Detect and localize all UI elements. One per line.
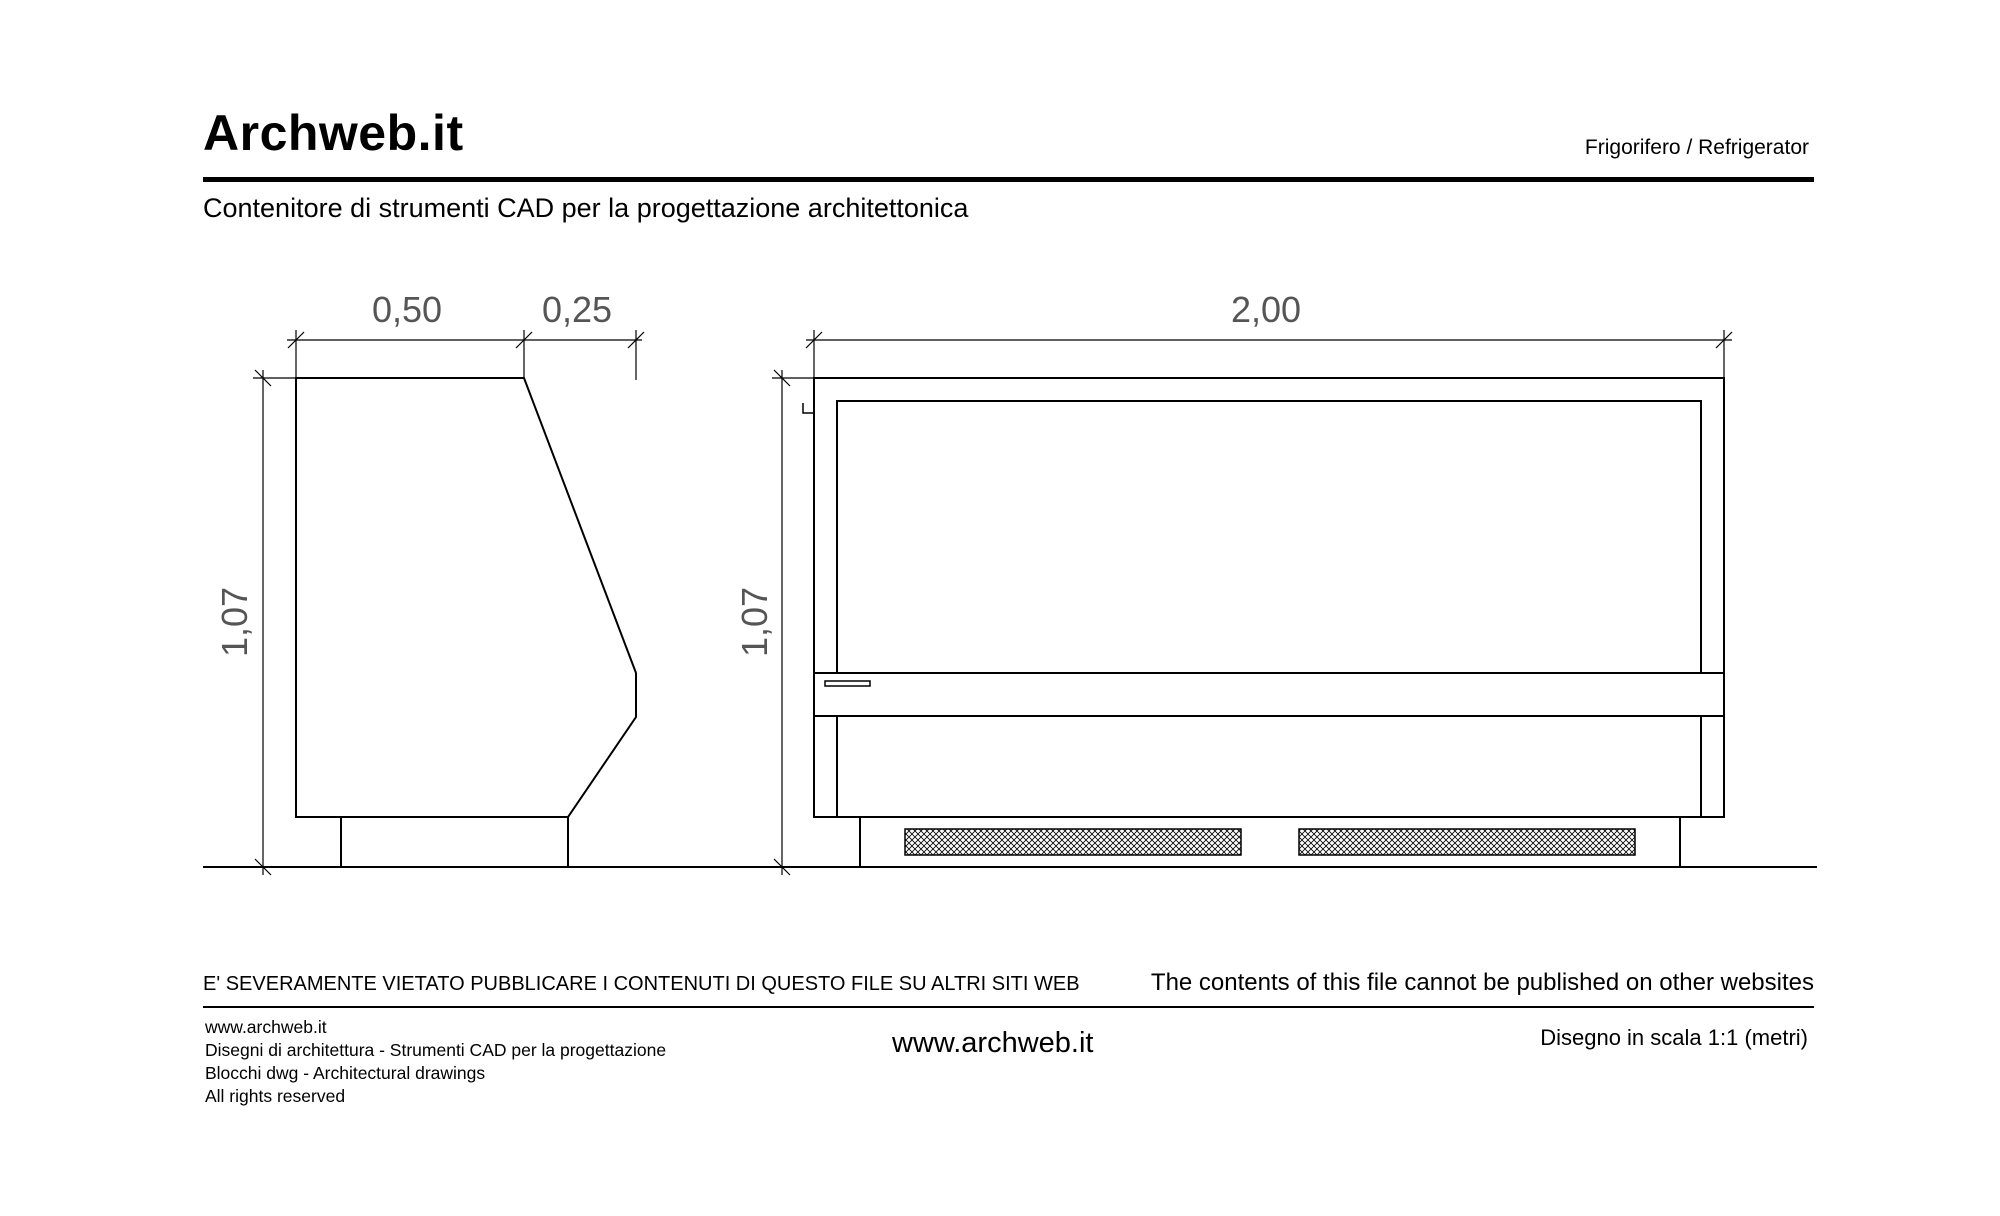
brand-title: Archweb.it <box>203 105 464 161</box>
front-horizontal-dimension <box>806 330 1732 378</box>
front-view-frame <box>814 378 1724 817</box>
subtitle: Contenitore di strumenti CAD per la progettazione architettonica <box>203 193 969 223</box>
info-line-website: www.archweb.it <box>205 1017 327 1037</box>
dim-side-height: 1,07 <box>214 586 256 658</box>
front-vent-grille-left <box>905 829 1241 855</box>
side-horizontal-dimension <box>287 330 644 380</box>
warning-italian: E' SEVERAMENTE VIETATO PUBBLICARE I CONTENUTI DI QUESTO FILE SU ALTRI SITI WEB <box>203 973 1080 995</box>
side-view-body <box>296 378 636 817</box>
info-line-rights: All rights reserved <box>205 1086 346 1106</box>
front-vertical-dimension <box>772 370 814 875</box>
scale-note: Disegno in scala 1:1 (metri) <box>1540 1025 1808 1050</box>
footer-website: www.archweb.it <box>892 1027 1094 1059</box>
front-view <box>814 378 1724 867</box>
footer-rule <box>203 1006 1814 1008</box>
warning-english: The contents of this file cannot be published on other websites <box>1150 969 1814 996</box>
info-line-blocchi: Blocchi dwg - Architectural drawings <box>205 1063 486 1083</box>
front-view-corner-mark <box>803 403 813 413</box>
front-view-handle <box>825 681 870 686</box>
dim-front-width: 2,00 <box>1231 289 1302 330</box>
info-line-disegni: Disegni di architettura - Strumenti CAD per la progettazione <box>205 1040 667 1060</box>
front-vent-grille-right <box>1299 829 1635 855</box>
dim-front-height: 1,07 <box>734 586 776 658</box>
dim-side-overhang: 0,25 <box>542 289 613 330</box>
side-view <box>296 378 636 867</box>
drawing-title: Frigorifero / Refrigerator <box>1584 136 1809 159</box>
dim-side-depth: 0,50 <box>372 289 443 330</box>
front-view-glass <box>837 401 1701 673</box>
side-vertical-dimension <box>253 370 296 875</box>
